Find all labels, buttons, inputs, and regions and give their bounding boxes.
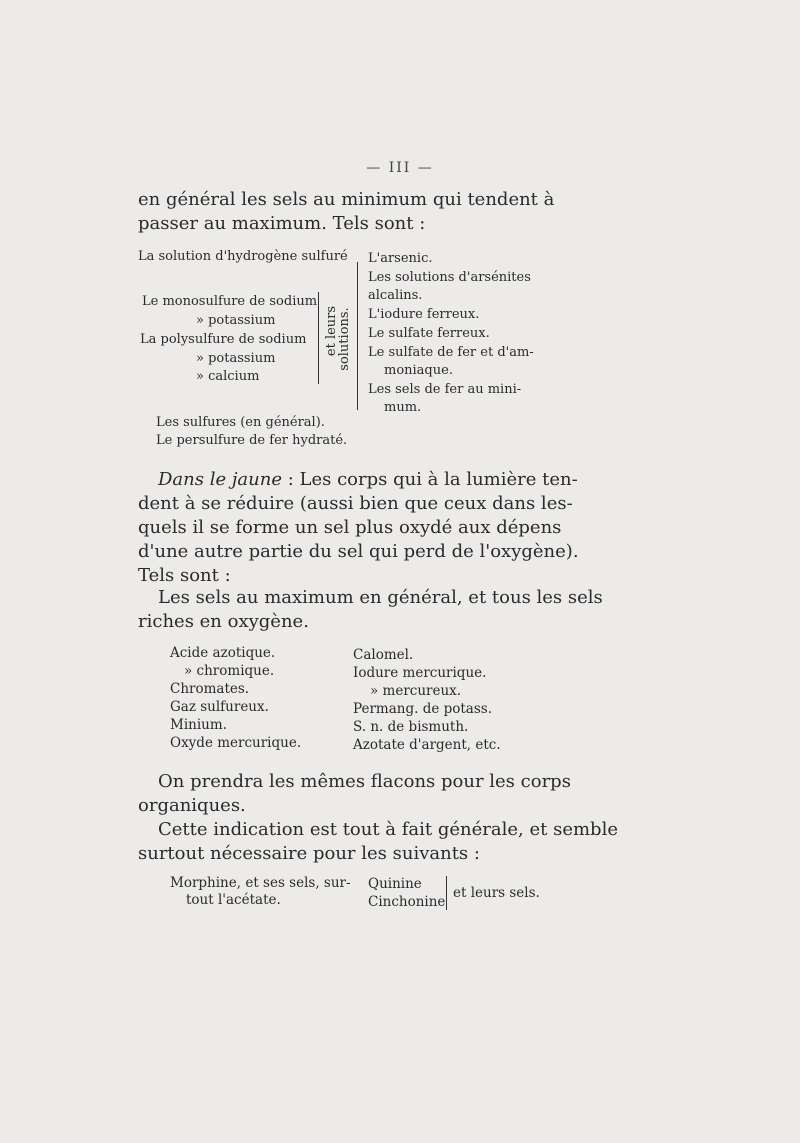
jaune-line-1-rest: : Les corps qui à la lumière ten- <box>282 469 578 490</box>
maxima-line-1: Les sels au maximum en général, et tous les sels <box>158 587 603 608</box>
jaune-line-5: Tels sont : <box>138 565 231 586</box>
left-group-item-4: » potassium <box>196 351 276 366</box>
right-item-4: L'iodure ferreux. <box>368 307 480 322</box>
left-bottom-2: Le persulfure de fer hydraté. <box>156 433 348 448</box>
indic-line-2: surtout nécessaire pour les suivants : <box>138 843 480 864</box>
quinine: Quinine <box>368 876 422 892</box>
col-a-item-1: Acide azotique. <box>170 645 276 661</box>
right-item-7: moniaque. <box>384 363 453 378</box>
jaune-line-4: d'une autre partie du sel qui perd de l'oxygène). <box>138 541 579 562</box>
jaune-line-3: quels il se forme un sel plus oxydé aux dépens <box>138 517 562 538</box>
page-number: — III — <box>366 160 434 176</box>
et-leurs-sels: et leurs sels. <box>453 885 540 901</box>
col-b-item-2: Iodure mercurique. <box>353 665 487 681</box>
col-b-item-6: Azotate d'argent, etc. <box>353 737 501 753</box>
left-group-item-5: » calcium <box>196 369 260 384</box>
col-b-item-3: » mercureux. <box>370 683 462 699</box>
right-item-2: Les solutions d'arsénites <box>368 270 531 285</box>
intro-line-2: passer au maximum. Tels sont : <box>138 213 426 234</box>
left-group-brace <box>318 292 319 384</box>
right-item-6: Le sulfate de fer et d'am- <box>368 345 534 360</box>
cinchonine: Cinchonine <box>368 894 446 910</box>
col-b-item-4: Permang. de potass. <box>353 701 493 717</box>
right-item-1: L'arsenic. <box>368 251 433 266</box>
morphine-line-2: tout l'acétate. <box>186 892 281 908</box>
col-a-item-2: » chromique. <box>184 663 275 679</box>
left-group-item-3: La polysulfure de sodium <box>140 332 307 347</box>
col-a-item-5: Minium. <box>170 717 227 733</box>
intro-paragraph <box>138 188 555 212</box>
organ-line-1: On prendra les mêmes flacons pour les corps <box>158 771 571 792</box>
organ-line-2: organiques. <box>138 795 246 816</box>
maxima-line-2: riches en oxygène. <box>138 611 309 632</box>
right-item-8: Les sels de fer au mini- <box>368 382 522 397</box>
left-list-top: La solution d'hydrogène sulfuré <box>138 249 348 264</box>
left-group-item-2: » potassium <box>196 313 276 328</box>
right-item-5: Le sulfate ferreux. <box>368 326 490 341</box>
col-b-item-1: Calomel. <box>353 647 414 663</box>
indic-line-1: Cette indication est tout à fait générale, et semble <box>158 819 618 840</box>
jaune-lead: Dans le jaune <box>158 469 282 490</box>
col-a-item-6: Oxyde mercurique. <box>170 735 302 751</box>
intro-line-1: en général les sels au minimum qui tendent à <box>138 189 555 210</box>
brace-label-et-leurs: et leurs <box>324 305 339 357</box>
right-item-9: mum. <box>384 400 422 415</box>
jaune-line-1 <box>158 468 578 492</box>
col-b-item-5: S. n. de bismuth. <box>353 719 469 735</box>
left-group-item-1: Le monosulfure de sodium <box>142 294 318 309</box>
col-a-item-3: Chromates. <box>170 681 250 697</box>
col-a-item-4: Gaz sulfureux. <box>170 699 269 715</box>
right-list-brace <box>357 262 358 410</box>
morphine-line-1: Morphine, et ses sels, sur- <box>170 875 351 891</box>
brace-label-solutions: solutions. <box>337 307 352 371</box>
final-brace <box>446 876 447 910</box>
jaune-line-2: dent à se réduire (aussi bien que ceux dans les- <box>138 493 573 514</box>
right-item-3: alcalins. <box>368 288 423 303</box>
left-bottom-1: Les sulfures (en général). <box>156 415 325 430</box>
